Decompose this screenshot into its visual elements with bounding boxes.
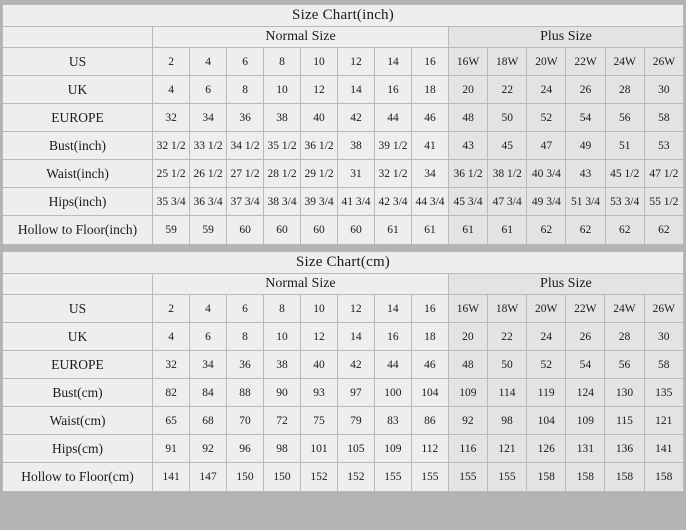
cell: 54 [566, 351, 605, 379]
group-header-normal: Normal Size [153, 27, 449, 48]
cell: 62 [644, 216, 683, 245]
cell: 58 [644, 351, 683, 379]
table-group-row [3, 27, 684, 48]
cell: 30 [644, 323, 683, 351]
cell: 20 [448, 76, 487, 104]
cell: 52 [527, 351, 566, 379]
cell: 16W [448, 48, 487, 76]
cell: 36 1/2 [448, 160, 487, 188]
table-row [3, 132, 684, 160]
cell: 24 [527, 76, 566, 104]
cell: 43 [448, 132, 487, 160]
cell: 16 [412, 48, 449, 76]
cell: 38 [264, 351, 301, 379]
table-row [3, 48, 684, 76]
cell: 79 [337, 407, 374, 435]
cell: 22W [566, 295, 605, 323]
cell: 54 [566, 104, 605, 132]
cell: 119 [527, 379, 566, 407]
row-label-bust: Bust(cm) [3, 379, 153, 407]
cell: 96 [227, 435, 264, 463]
cell: 26 1/2 [190, 160, 227, 188]
cell: 52 [527, 104, 566, 132]
group-header-normal: Normal Size [153, 274, 449, 295]
table-row [3, 379, 684, 407]
cell: 42 [338, 104, 375, 132]
table-title-row [3, 5, 684, 27]
cell: 18 [411, 323, 448, 351]
cell: 45 3/4 [448, 188, 487, 216]
cell: 22 [487, 323, 526, 351]
cell: 109 [566, 407, 605, 435]
table-row [3, 76, 684, 104]
cell: 46 [411, 351, 448, 379]
cell: 34 1/2 [227, 132, 264, 160]
cell: 34 [190, 104, 227, 132]
cell: 98 [264, 435, 301, 463]
cell: 14 [337, 323, 374, 351]
table-row [3, 407, 684, 435]
row-label-waist: Waist(inch) [3, 160, 153, 188]
cell: 12 [301, 76, 338, 104]
cell: 114 [487, 379, 526, 407]
cell: 6 [190, 76, 227, 104]
cell: 45 [488, 132, 527, 160]
cell: 48 [448, 351, 487, 379]
cell: 33 1/2 [190, 132, 227, 160]
cell: 43 [566, 160, 605, 188]
cell: 16 [374, 323, 411, 351]
cell: 152 [300, 463, 337, 492]
cell: 109 [374, 435, 411, 463]
cell: 60 [227, 216, 264, 245]
cell: 155 [448, 463, 487, 492]
table-row [3, 323, 684, 351]
cell: 26W [644, 48, 683, 76]
cell: 136 [605, 435, 644, 463]
cell: 18W [488, 48, 527, 76]
size-chart-inch-table [2, 4, 684, 245]
cell: 61 [412, 216, 449, 245]
row-label-us: US [3, 295, 153, 323]
cell: 27 1/2 [227, 160, 264, 188]
cell: 26 [566, 76, 605, 104]
cell: 53 [644, 132, 683, 160]
cell: 41 3/4 [338, 188, 375, 216]
cell: 28 [605, 323, 644, 351]
cell: 126 [527, 435, 566, 463]
cell: 116 [448, 435, 487, 463]
cell: 158 [605, 463, 644, 492]
row-label-waist: Waist(cm) [3, 407, 153, 435]
cell: 104 [527, 407, 566, 435]
cell: 155 [374, 463, 411, 492]
row-label-hips: Hips(cm) [3, 435, 153, 463]
cell: 32 [153, 351, 190, 379]
cell: 38 3/4 [264, 188, 301, 216]
cell: 6 [190, 323, 227, 351]
cell: 32 1/2 [375, 160, 412, 188]
corner-cell [3, 274, 153, 295]
cell: 61 [488, 216, 527, 245]
cell: 37 3/4 [227, 188, 264, 216]
table-row [3, 188, 684, 216]
table-row [3, 160, 684, 188]
cell: 44 [375, 104, 412, 132]
cell: 28 1/2 [264, 160, 301, 188]
cell: 12 [338, 48, 375, 76]
cell: 24W [605, 295, 644, 323]
cell: 4 [153, 323, 190, 351]
cell: 62 [527, 216, 566, 245]
cell: 59 [190, 216, 227, 245]
cell: 84 [190, 379, 227, 407]
cell: 56 [605, 351, 644, 379]
group-header-plus: Plus Size [448, 27, 683, 48]
cell: 14 [338, 76, 375, 104]
cell: 12 [300, 323, 337, 351]
row-label-bust: Bust(inch) [3, 132, 153, 160]
cell: 56 [605, 104, 644, 132]
cell: 49 [566, 132, 605, 160]
cell: 32 [153, 104, 190, 132]
cell: 8 [264, 48, 301, 76]
table-row [3, 216, 684, 245]
cell: 62 [605, 216, 644, 245]
cell: 131 [566, 435, 605, 463]
cell: 47 [527, 132, 566, 160]
cell: 44 [374, 351, 411, 379]
cell: 158 [644, 463, 683, 492]
cell: 61 [448, 216, 487, 245]
cell: 29 1/2 [301, 160, 338, 188]
cell: 150 [227, 463, 264, 492]
cell: 32 1/2 [153, 132, 190, 160]
page-title: Size Chart(inch) [3, 5, 684, 27]
cell: 18W [487, 295, 526, 323]
row-label-europe: EUROPE [3, 104, 153, 132]
cell: 10 [264, 323, 301, 351]
cell: 26 [566, 323, 605, 351]
cell: 72 [264, 407, 301, 435]
cell: 86 [411, 407, 448, 435]
table-row [3, 104, 684, 132]
cell: 104 [411, 379, 448, 407]
cell: 38 1/2 [488, 160, 527, 188]
cell: 28 [605, 76, 644, 104]
cell: 91 [153, 435, 190, 463]
cell: 18 [412, 76, 449, 104]
cell: 20W [527, 48, 566, 76]
table-title-row [3, 252, 684, 274]
cell: 24 [527, 323, 566, 351]
cell: 155 [487, 463, 526, 492]
cell: 26W [644, 295, 683, 323]
cell: 35 3/4 [153, 188, 190, 216]
cell: 6 [227, 295, 264, 323]
cell: 38 [264, 104, 301, 132]
cell: 47 3/4 [488, 188, 527, 216]
cell: 53 3/4 [605, 188, 644, 216]
cell: 10 [300, 295, 337, 323]
cell: 90 [264, 379, 301, 407]
cell: 42 [337, 351, 374, 379]
cell: 75 [300, 407, 337, 435]
cell: 51 3/4 [566, 188, 605, 216]
cell: 24W [605, 48, 644, 76]
cell: 83 [374, 407, 411, 435]
cell: 40 [300, 351, 337, 379]
cell: 46 [412, 104, 449, 132]
cell: 42 3/4 [375, 188, 412, 216]
cell: 6 [227, 48, 264, 76]
cell: 16W [448, 295, 487, 323]
cell: 34 [190, 351, 227, 379]
cell: 20W [527, 295, 566, 323]
row-label-hips: Hips(inch) [3, 188, 153, 216]
cell: 121 [644, 407, 683, 435]
cell: 98 [487, 407, 526, 435]
cell: 152 [337, 463, 374, 492]
corner-cell [3, 27, 153, 48]
cell: 100 [374, 379, 411, 407]
cell: 35 1/2 [264, 132, 301, 160]
cell: 124 [566, 379, 605, 407]
row-label-uk: UK [3, 323, 153, 351]
cell: 25 1/2 [153, 160, 190, 188]
cell: 65 [153, 407, 190, 435]
cell: 130 [605, 379, 644, 407]
cell: 150 [264, 463, 301, 492]
cell: 2 [153, 295, 190, 323]
cell: 40 [301, 104, 338, 132]
cell: 16 [375, 76, 412, 104]
cell: 51 [605, 132, 644, 160]
cell: 36 3/4 [190, 188, 227, 216]
cell: 38 [338, 132, 375, 160]
cell: 105 [337, 435, 374, 463]
cell: 8 [227, 323, 264, 351]
cell: 92 [190, 435, 227, 463]
cell: 141 [644, 435, 683, 463]
row-label-us: US [3, 48, 153, 76]
cell: 10 [301, 48, 338, 76]
cell: 62 [566, 216, 605, 245]
table-row [3, 351, 684, 379]
cell: 4 [190, 295, 227, 323]
page-title-cm: Size Chart(cm) [3, 252, 684, 274]
cell: 36 1/2 [301, 132, 338, 160]
cell: 8 [264, 295, 301, 323]
cell: 10 [264, 76, 301, 104]
cell: 47 1/2 [644, 160, 683, 188]
cell: 36 [227, 104, 264, 132]
cell: 22 [488, 76, 527, 104]
cell: 158 [566, 463, 605, 492]
cell: 44 3/4 [412, 188, 449, 216]
cell: 39 1/2 [375, 132, 412, 160]
cell: 34 [412, 160, 449, 188]
cell: 60 [264, 216, 301, 245]
cell: 39 3/4 [301, 188, 338, 216]
cell: 109 [448, 379, 487, 407]
cell: 155 [411, 463, 448, 492]
cell: 141 [153, 463, 190, 492]
cell: 14 [374, 295, 411, 323]
cell: 60 [301, 216, 338, 245]
cell: 55 1/2 [644, 188, 683, 216]
row-label-hollow-to-floor: Hollow to Floor(cm) [3, 463, 153, 492]
cell: 115 [605, 407, 644, 435]
table-group-row [3, 274, 684, 295]
table-row [3, 295, 684, 323]
table-row [3, 435, 684, 463]
cell: 82 [153, 379, 190, 407]
group-header-plus: Plus Size [448, 274, 683, 295]
cell: 97 [337, 379, 374, 407]
cell: 59 [153, 216, 190, 245]
cell: 101 [300, 435, 337, 463]
cell: 158 [527, 463, 566, 492]
cell: 22W [566, 48, 605, 76]
cell: 41 [412, 132, 449, 160]
cell: 147 [190, 463, 227, 492]
row-label-hollow-to-floor: Hollow to Floor(inch) [3, 216, 153, 245]
cell: 40 3/4 [527, 160, 566, 188]
cell: 50 [487, 351, 526, 379]
cell: 4 [153, 76, 190, 104]
cell: 50 [488, 104, 527, 132]
cell: 16 [411, 295, 448, 323]
cell: 20 [448, 323, 487, 351]
cell: 30 [644, 76, 683, 104]
cell: 93 [300, 379, 337, 407]
cell: 70 [227, 407, 264, 435]
cell: 88 [227, 379, 264, 407]
cell: 12 [337, 295, 374, 323]
table-row [3, 463, 684, 492]
cell: 4 [190, 48, 227, 76]
cell: 92 [448, 407, 487, 435]
cell: 61 [375, 216, 412, 245]
cell: 68 [190, 407, 227, 435]
cell: 60 [338, 216, 375, 245]
size-chart-cm-table [2, 251, 684, 492]
cell: 121 [487, 435, 526, 463]
row-label-europe: EUROPE [3, 351, 153, 379]
cell: 45 1/2 [605, 160, 644, 188]
cell: 49 3/4 [527, 188, 566, 216]
cell: 48 [448, 104, 487, 132]
cell: 135 [644, 379, 683, 407]
row-label-uk: UK [3, 76, 153, 104]
cell: 36 [227, 351, 264, 379]
cell: 58 [644, 104, 683, 132]
cell: 8 [227, 76, 264, 104]
cell: 2 [153, 48, 190, 76]
cell: 14 [375, 48, 412, 76]
cell: 112 [411, 435, 448, 463]
cell: 31 [338, 160, 375, 188]
